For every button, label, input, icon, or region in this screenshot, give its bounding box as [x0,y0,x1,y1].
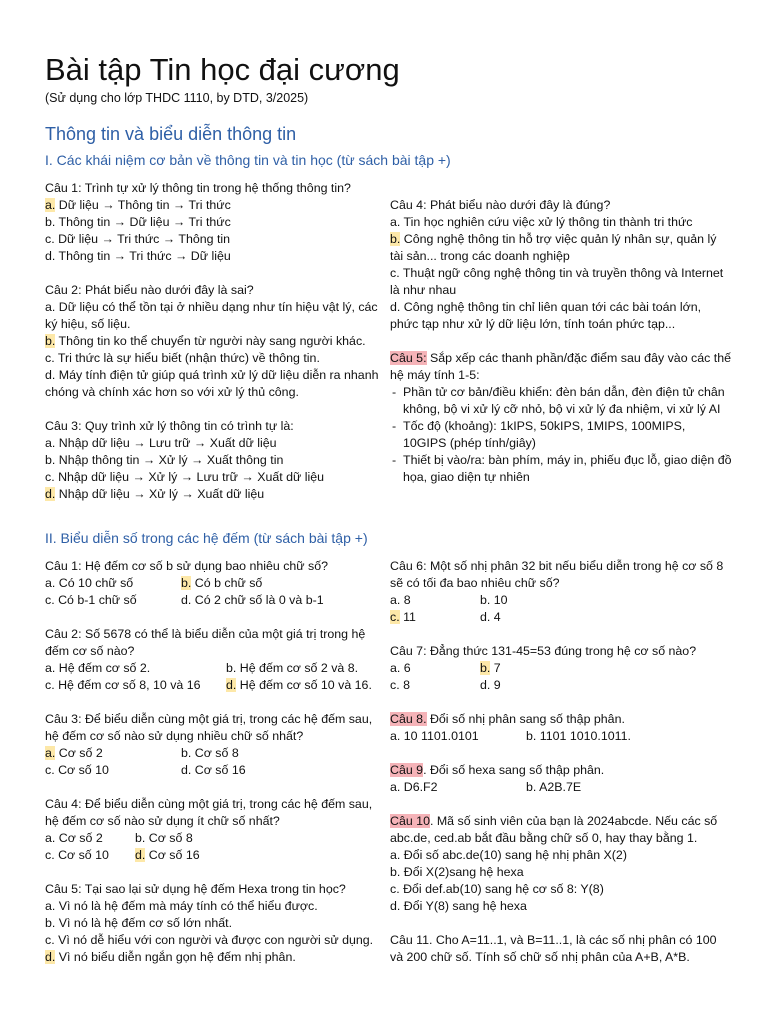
option-row [390,592,732,609]
option-a: a. 8 [390,593,411,607]
question-text: Câu 1: Hệ đếm cơ số b sử dụng bao nhiêu chữ số? [45,559,329,573]
option-c [390,609,480,626]
question-text: Câu 4: Phát biểu nào dưới đây là đúng? [390,198,611,212]
option-c: c. Vì nó dễ hiểu với con người và được con người sử dụng. [45,933,374,947]
question-2-6 [390,558,732,626]
option-b: b. Cơ số 8 [181,746,239,760]
question-text: Câu 5: Tại sao lại sử dụng hệ đếm Hexa trong tin học? [45,882,346,896]
question-1-2 [45,282,380,401]
option-d [45,949,380,966]
part2-heading: II. Biểu diễn số trong các hệ đếm (từ sách bài tập +) [45,530,368,546]
attention-highlight: Câu 8. [390,712,427,726]
part1-heading: I. Các khái niệm cơ bản về thông tin và tin học (từ sách bài tập +) [45,152,451,168]
answer-highlight: d. [45,950,56,964]
option-text: 11 [399,610,416,624]
option-text: Cơ số 16 [145,848,200,862]
bullet-item: - Phần tử cơ bản/điều khiển: đèn bán dẫn, đèn điện tử chân không, bộ vi xử lý cỡ nhỏ, bộ vi xử lý đa nhiệm, vi xử lý AI [390,384,732,418]
option-a [45,197,380,214]
question-1-1 [45,180,380,265]
question-2-9 [390,762,732,796]
option-b [45,333,380,350]
option-row [390,609,732,626]
question-2-7 [390,643,732,694]
option-d [135,847,200,864]
question-2-5 [45,881,380,966]
option-d: d. Cơ số 16 [181,763,246,777]
question-text: Câu 4: Để biểu diễn cùng một giá trị, trong các hệ đếm sau, hệ đếm cơ số nào sử dụng ít chữ số nhất? [45,797,373,828]
option-c: c. Cơ số 10 [45,763,109,777]
question-text [390,813,732,847]
attention-highlight: Câu 10 [390,814,430,828]
option-row [45,592,380,609]
option-a: a. Cơ số 2 [45,831,103,845]
attention-highlight: Câu 9 [390,763,424,777]
option-b: b. Hệ đếm cơ số 2 và 8. [226,661,359,675]
option-row [45,575,380,592]
document-subtitle: (Sử dụng cho lớp THDC 1110, by DTD, 3/2025) [45,91,309,105]
answer-highlight: b. [181,576,192,590]
option-row [390,779,732,796]
option-b: b. 10 [480,593,508,607]
question-2-2 [45,626,380,694]
option-a: a. Vì nó là hệ đếm mà máy tính có thể hiểu được. [45,899,318,913]
question-1-4 [390,197,732,333]
question-text: Câu 3: Để biểu diễn cùng một giá trị, trong các hệ đếm sau, hệ đếm cơ số nào sử dụng nhiều chữ số nhất? [45,712,373,743]
answer-highlight: a. [45,746,56,760]
answer-highlight: d. [45,487,56,501]
option-row [390,660,732,677]
question-text: Câu 7: Đẳng thức 131-45=53 đúng trong hệ cơ số nào? [390,644,697,658]
question-body: Sắp xếp các thanh phần/đặc điểm sau đây vào các thế hệ máy tính 1-5: [390,351,731,382]
section-heading: Thông tin và biểu diễn thông tin [45,124,297,144]
option-a: a. Có 10 chữ số [45,576,134,590]
question-text: Câu 3: Quy trình xử lý thông tin có trình tự là: [45,419,294,433]
question-text: Câu 2: Số 5678 có thể là biểu diễn của một giá trị trong hệ đếm cơ số nào? [45,627,366,658]
question-text [390,711,732,728]
question-2-4 [45,796,380,864]
option-b: b. Vì nó là hệ đếm cơ số lớn nhất. [45,916,233,930]
option-text: Nhập dữ liệu → Xử lý → Xuất dữ liệu [55,487,265,501]
answer-highlight: b. [390,232,401,246]
option-a: a. 6 [390,661,411,675]
option-row [45,847,380,864]
option-b: b. Thông tin → Dữ liệu → Tri thức [45,215,231,229]
option-text: Có b chữ số [191,576,263,590]
question-2-8 [390,711,732,745]
option-b: b. A2B.7E [526,780,582,794]
question-body: . Đổi số hexa sang số thập phân. [423,763,605,777]
option-b: b. Đổi X(2)sang hệ hexa [390,865,524,879]
answer-highlight: d. [226,678,237,692]
option-a: a. D6.F2 [390,780,438,794]
question-2-11 [390,932,732,966]
attention-highlight: Câu 5: [390,351,427,365]
option-text: Dữ liệu → Thông tin → Tri thức [55,198,231,212]
question-body: . Mã số sinh viên của bạn là 2024abcde. Nếu các số abc.de, ced.ab bắt đầu bằng chữ số 0, hay thay bằng 1. [390,814,718,845]
option-b: b. 1101 1010.1011. [526,729,631,743]
question-body: Đổi số nhị phân sang số thập phân. [426,712,625,726]
option-c: c. 8 [390,678,410,692]
option-row [45,830,380,847]
option-b [390,231,732,265]
question-text [390,762,732,779]
question-2-10 [390,813,732,915]
question-text: Câu 6: Một số nhị phân 32 bit nếu biểu diễn trong hệ cơ số 8 sẽ có tối đa bao nhiêu chữ số? [390,559,724,590]
option-d: d. Có 2 chữ số là 0 và b-1 [181,593,324,607]
answer-highlight: b. [45,334,56,348]
question-2-1 [45,558,380,609]
part2-left-column [45,558,380,983]
option-c: c. Tri thức là sự hiểu biết (nhận thức) về thông tin. [45,351,320,365]
option-c: c. Dữ liệu → Tri thức → Thông tin [45,232,231,246]
answer-highlight: c. [390,610,400,624]
option-text: Thông tin ko thể chuyển từ người này sang người khác. [55,334,366,348]
part1-right-column [390,197,732,503]
option-b [480,660,501,677]
question-text: Câu 1: Trình tự xử lý thông tin trong hệ thống thông tin? [45,181,351,195]
option-b [181,575,262,592]
option-a: a. 10 1101.0101 [390,729,479,743]
option-text: 7 [490,661,501,675]
option-text: Công nghệ thông tin hỗ trợ việc quản lý nhân sự, quản lý tài sản... trong các doanh nghiệp [390,232,717,263]
option-row [45,677,380,694]
option-d [226,677,372,694]
option-a [45,745,181,762]
option-text: Vì nó biểu diễn ngắn gọn hệ đếm nhị phân. [55,950,296,964]
question-text: Câu 11. Cho A=11..1, và B=11..1, là các số nhị phân có 100 và 200 chữ số. Tính số chữ số nhị phân của A+B, A*B. [390,933,717,964]
question-2-3 [45,711,380,779]
bullet-item: - Tốc độ (khoảng): 1kIPS, 50kIPS, 1MIPS, 100MIPS, 10GIPS (phép tính/giây) [390,418,732,452]
option-d [45,486,380,503]
option-c: c. Cơ số 10 [45,848,109,862]
option-b: b. Nhập thông tin → Xử lý → Xuất thông tin [45,453,284,467]
option-c: c. Thuật ngữ công nghệ thông tin và truyền thông và Internet là như nhau [390,266,724,297]
answer-highlight: d. [135,848,146,862]
part1-left-column [45,180,380,520]
question-text: Câu 2: Phát biểu nào dưới đây là sai? [45,283,254,297]
option-d: d. Đổi Y(8) sang hệ hexa [390,899,527,913]
option-row [390,677,732,694]
option-d: d. Công nghệ thông tin chỉ liên quan tới các bài toán lớn, phức tạp như xử lý dữ liệu lớn, tính toán phức tạp... [390,300,702,331]
option-row [390,728,732,745]
option-c: c. Có b-1 chữ số [45,593,137,607]
option-d: d. Thông tin → Tri thức → Dữ liệu [45,249,231,263]
option-c: c. Hệ đếm cơ số 8, 10 và 16 [45,678,201,692]
question-1-5 [390,350,732,486]
question-1-3 [45,418,380,503]
part2-right-column [390,558,732,983]
option-row [45,745,380,762]
option-a: a. Dữ liệu có thể tồn tại ở nhiều dạng như tín hiệu vật lý, các ký hiệu, số liệu. [45,300,378,331]
option-a: a. Hệ đếm cơ số 2. [45,661,151,675]
option-c: c. Đổi def.ab(10) sang hệ cơ số 8: Y(8) [390,882,604,896]
option-text: Hệ đếm cơ số 10 và 16. [236,678,372,692]
document-title: Bài tập Tin học đại cương [45,52,400,87]
option-a: a. Nhập dữ liệu → Lưu trữ → Xuất dữ liệu [45,436,277,450]
option-text: Cơ số 2 [55,746,103,760]
option-d: d. Máy tính điện tử giúp quá trình xử lý dữ liệu diễn ra nhanh chóng và chính xác hơn so với xử lý thủ công. [45,368,379,399]
answer-highlight: a. [45,198,56,212]
option-d: d. 4 [480,610,501,624]
option-row [45,660,380,677]
bullet-item: - Thiết bị vào/ra: bàn phím, máy in, phiếu đục lỗ, giao diện đồ họa, giao diện tự nhiên [390,452,732,486]
option-b: b. Cơ số 8 [135,831,193,845]
option-a: a. Đổi số abc.de(10) sang hệ nhị phân X(2) [390,848,627,862]
question-text [390,350,732,384]
option-row [45,762,380,779]
option-c: c. Nhập dữ liệu → Xử lý → Lưu trữ → Xuất dữ liệu [45,470,325,484]
option-a: a. Tin học nghiên cứu việc xử lý thông tin thành tri thức [390,215,693,229]
answer-highlight: b. [480,661,491,675]
option-d: d. 9 [480,678,501,692]
